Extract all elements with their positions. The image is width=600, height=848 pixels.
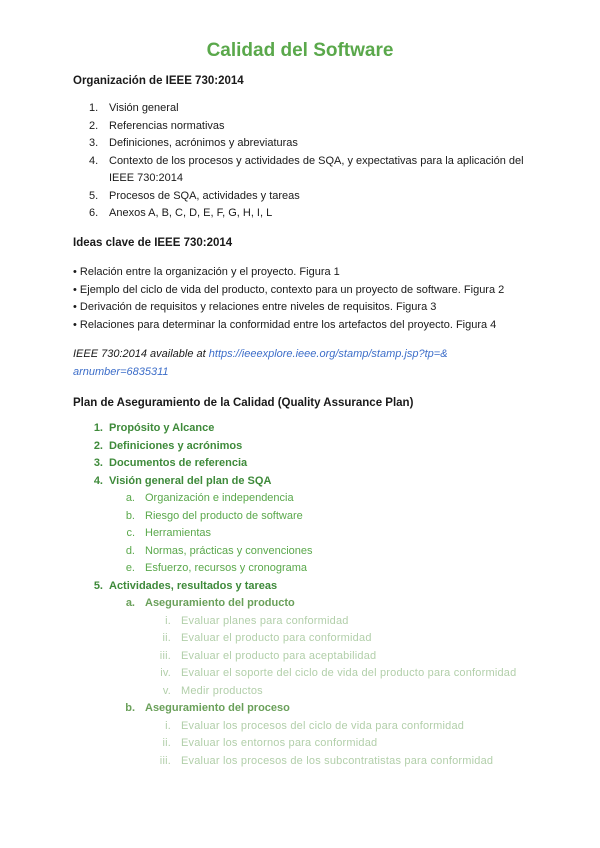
list-text: Contexto de los procesos y actividades de SQA, y expectativas para la aplicación del — [109, 154, 524, 167]
list-number: 4. — [89, 154, 99, 167]
list-item — [73, 135, 524, 153]
section-heading-qa-plan: Plan de Aseguramiento de la Calidad (Quality Assurance Plan) — [73, 397, 414, 409]
outline-number: b. — [125, 509, 135, 522]
list-text: Procesos de SQA, actividades y tareas — [109, 189, 300, 202]
list-item — [73, 205, 524, 223]
list-number: 5. — [89, 189, 99, 202]
outline-text: Definiciones y acrónimos — [109, 439, 243, 452]
list-item — [73, 188, 524, 206]
list-text-continued: IEEE 730:2014 — [109, 172, 184, 184]
outline-text: Aseguramiento del producto — [145, 597, 295, 609]
reference-paragraph — [73, 346, 503, 381]
section-heading-organization: Organización de IEEE 730:2014 — [73, 75, 244, 87]
outline-number: c. — [126, 527, 135, 539]
outline-number: ii. — [162, 737, 171, 749]
outline-number: v. — [162, 684, 171, 697]
outline-number: ii. — [162, 632, 171, 644]
outline-text: Actividades, resultados y tareas — [109, 579, 278, 592]
outline-number: d. — [125, 544, 135, 557]
outline-text: Medir productos — [181, 684, 263, 697]
bullet-item: • Relaciones para determinar la conformidad entre los artefactos del proyecto. Figura 4 — [73, 318, 497, 331]
reference-prefix: IEEE 730:2014 available at — [73, 348, 209, 360]
document-title: Calidad del Software — [206, 40, 394, 61]
outline-text: Organización e independencia — [145, 492, 294, 504]
outline-text: Normas, prácticas y convenciones — [145, 544, 313, 557]
outline-text: Evaluar los procesos de los subcontratistas para conformidad — [181, 754, 494, 767]
list-number: 2. — [89, 119, 99, 132]
section-heading-key-ideas: Ideas clave de IEEE 730:2014 — [73, 237, 233, 249]
outline-text: Evaluar los procesos del ciclo de vida para conformidad — [181, 719, 465, 732]
outline-number: e. — [125, 562, 135, 574]
outline-number: b. — [125, 702, 135, 714]
outline-number: 1. — [93, 422, 103, 434]
list-item — [73, 100, 524, 118]
outline-text: Aseguramiento del proceso — [145, 702, 290, 714]
outline-number: iii. — [159, 649, 171, 662]
outline-number: a. — [125, 597, 135, 609]
reference-link-continued[interactable]: arnumber=6835311 — [73, 365, 169, 378]
list-item — [73, 118, 524, 136]
outline-text: Propósito y Alcance — [109, 422, 215, 434]
list-text: Definiciones, acrónimos y abreviaturas — [109, 137, 298, 149]
outline-number: a. — [125, 492, 135, 504]
outline-text: Evaluar planes para conformidad — [181, 614, 349, 627]
reference-link[interactable]: https://ieeexplore.ieee.org/stamp/stamp.jsp?tp=& — [208, 348, 448, 360]
list-text: Visión general — [109, 102, 179, 114]
key-ideas-list — [73, 264, 504, 334]
outline-number: 4. — [93, 474, 103, 487]
outline-text: Evaluar los entornos para conformidad — [181, 737, 378, 749]
outline-number: 2. — [93, 439, 103, 452]
outline-text: Evaluar el producto para conformidad — [181, 632, 372, 644]
list-text: Referencias normativas — [109, 119, 225, 132]
outline-number: i. — [165, 614, 171, 627]
outline-text: Documentos de referencia — [109, 457, 248, 469]
outline-text: Riesgo del producto de software — [145, 509, 303, 522]
bullet-item: • Derivación de requisitos y relaciones entre niveles de requisitos. Figura 3 — [73, 301, 437, 313]
list-text: Anexos A, B, C, D, E, F, G, H, I, L — [109, 207, 273, 219]
list-number: 3. — [89, 137, 99, 149]
organization-list — [73, 100, 524, 223]
outline-number: i. — [165, 719, 171, 732]
list-number: 1. — [89, 102, 99, 114]
bullet-item: • Ejemplo del ciclo de vida del producto, contexto para un proyecto de software. Figura 2 — [73, 283, 505, 296]
list-number: 6. — [89, 207, 99, 219]
outline-number: iv. — [160, 667, 171, 679]
outline-text: Esfuerzo, recursos y cronograma — [145, 562, 308, 574]
bullet-item: • Relación entre la organización y el proyecto. Figura 1 — [73, 266, 340, 278]
outline-text: Evaluar el soporte del ciclo de vida del producto para conformidad — [181, 667, 517, 679]
outline-text: Herramientas — [145, 527, 212, 539]
outline-text: Visión general del plan de SQA — [109, 474, 272, 487]
list-item — [73, 153, 524, 188]
outline-number: 3. — [93, 457, 103, 469]
outline-number: iii. — [159, 754, 171, 767]
outline-number: 5. — [93, 579, 103, 592]
outline-text: Evaluar el producto para aceptabilidad — [181, 649, 377, 662]
